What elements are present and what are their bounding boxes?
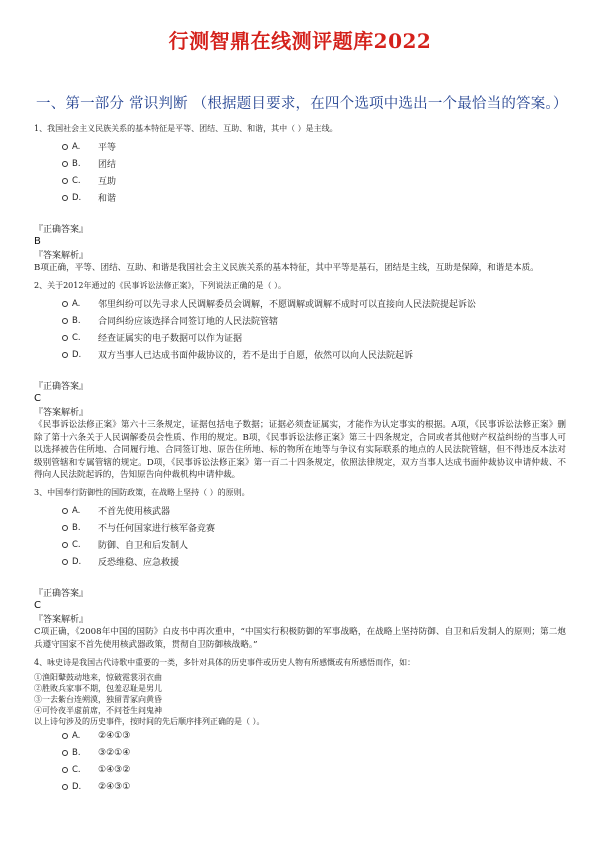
radio-icon[interactable]	[62, 144, 68, 150]
option-letter: D.	[72, 192, 82, 203]
option-letter: C.	[72, 175, 81, 186]
option-c[interactable]	[62, 536, 566, 553]
radio-icon[interactable]	[62, 301, 68, 307]
option-b[interactable]	[62, 312, 566, 329]
option-d[interactable]	[62, 778, 566, 795]
option-letter: C.	[72, 539, 81, 550]
question-3-stem: 3、中国奉行防御性的国防政策，在战略上坚持（ ）的原则。	[34, 488, 250, 498]
option-a[interactable]	[62, 295, 566, 312]
option-b[interactable]	[62, 744, 566, 761]
option-text: 互助	[98, 177, 117, 187]
option-letter: B.	[72, 158, 81, 169]
radio-icon[interactable]	[62, 525, 68, 531]
document-title: 行测智鼎在线测评题库2022	[168, 29, 432, 53]
answer-label: 『正确答案』	[34, 382, 89, 393]
option-text: ①④③②	[98, 764, 131, 775]
option-text: ②④①③	[98, 730, 131, 741]
option-text: 防御、自卫和后发制人	[98, 541, 189, 552]
option-a[interactable]	[62, 138, 566, 155]
option-text: 反恐维稳、应急救援	[98, 558, 180, 569]
option-letter: B.	[72, 315, 81, 326]
option-letter: A.	[72, 141, 81, 152]
explanation-label: 『答案解析』	[34, 615, 89, 626]
answer-value: C	[34, 600, 41, 612]
explanation-text: 《民事诉讼法修正案》第六十三条规定，证据包括电子数据；证据必须查证属实，才能作为认定事实的根据。A项，《民事诉讼法修正案》删除了第十六条关于人民调解委员会性质、作用的规定。B项，《民事诉讼法修正案》第三十四条规定，合同或者其他财产权益纠纷的当事人可以选择被告住所地、合同履行地、合同签订地、原告住所地、标的物所在地等与争议有实际联系的地点的人民法院管辖，但不得违反本法对级别管辖和专属管辖的规定。D项，《民事诉讼法修正案》第一百二十四条规定，依照法律规定，双方当事人达成书面仲裁协议申请仲裁、不得向人民法院起诉的，告知原告向仲裁机构申请仲裁。	[34, 420, 566, 481]
option-c[interactable]	[62, 329, 566, 346]
option-b[interactable]	[62, 155, 566, 172]
question-3-options	[62, 502, 566, 570]
answer-label: 『正确答案』	[34, 225, 89, 235]
radio-icon[interactable]	[62, 750, 68, 756]
radio-icon[interactable]	[62, 784, 68, 790]
option-text: 和谐	[98, 194, 117, 204]
radio-icon[interactable]	[62, 161, 68, 167]
poem-line: ①渔阳鼙鼓动地来，惊破霓裳羽衣曲	[34, 673, 162, 683]
radio-icon[interactable]	[62, 335, 68, 341]
option-c[interactable]	[62, 172, 566, 189]
option-letter: A.	[72, 730, 81, 741]
poem-line: ④可怜夜半虚前席，不问苍生问鬼神	[34, 706, 162, 716]
explanation-text: B项正确，平等、团结、互助、和谐是我国社会主义民族关系的基本特征，其中平等是基石，团结是主线，互助是保障，和谐是本质。	[34, 263, 539, 273]
option-letter: A.	[72, 298, 81, 309]
poem-lines	[34, 672, 566, 727]
answer-value: B	[34, 236, 41, 247]
option-c[interactable]	[62, 761, 566, 778]
option-text: 平等	[98, 143, 117, 153]
radio-icon[interactable]	[62, 195, 68, 201]
option-d[interactable]	[62, 189, 566, 206]
radio-icon[interactable]	[62, 542, 68, 548]
option-letter: C.	[72, 332, 81, 343]
radio-icon[interactable]	[62, 178, 68, 184]
option-text: 经查证属实的电子数据可以作为证据	[98, 334, 243, 345]
radio-icon[interactable]	[62, 767, 68, 773]
question-1-options	[62, 138, 566, 206]
option-a[interactable]	[62, 502, 566, 519]
question-1-stem: 1、我国社会主义民族关系的基本特征是平等、团结、互助、和谐，其中（ ）是主线。	[34, 124, 338, 133]
option-text: ③②①④	[98, 747, 131, 758]
option-text: 不与任何国家进行核军备竞赛	[98, 524, 216, 535]
option-letter: D.	[72, 349, 82, 360]
option-text: 团结	[98, 160, 117, 170]
explanation-label: 『答案解析』	[34, 251, 89, 261]
radio-icon[interactable]	[62, 733, 68, 739]
question-4-stem-tail: 以上诗句涉及的历史事件，按时间的先后顺序排列正确的是（ ）。	[34, 717, 265, 727]
question-2-options	[62, 295, 566, 363]
option-letter: D.	[72, 781, 82, 792]
option-text: 合同纠纷应该选择合同签订地的人民法院管辖	[98, 317, 279, 328]
option-a[interactable]	[62, 727, 566, 744]
option-d[interactable]	[62, 553, 566, 570]
radio-icon[interactable]	[62, 508, 68, 514]
option-letter: B.	[72, 747, 81, 758]
option-letter: C.	[72, 764, 81, 775]
section-heading: 一、第一部分 常识判断 （根据题目要求，在四个选项中选出一个最恰当的答案。）	[36, 96, 568, 112]
option-text: 邻里纠纷可以先寻求人民调解委员会调解，不愿调解或调解不成时可以直接向人民法院提起诉讼	[98, 300, 477, 311]
answer-value: C	[34, 393, 41, 405]
radio-icon[interactable]	[62, 318, 68, 324]
option-letter: B.	[72, 522, 81, 533]
explanation-label: 『答案解析』	[34, 408, 89, 419]
question-4-options	[62, 727, 566, 795]
explanation-text: C项正确，《2008年中国的国防》白皮书中再次重申，“中国实行积极防御的军事战略，在战略上坚持防御、自卫和后发制人的原则；第二炮兵遵守国家不首先使用核武器政策，贯彻自卫防御核战略。”	[34, 627, 566, 650]
question-4	[34, 657, 566, 795]
option-letter: A.	[72, 505, 81, 516]
option-letter: D.	[72, 556, 82, 567]
option-d[interactable]	[62, 346, 566, 363]
radio-icon[interactable]	[62, 559, 68, 565]
poem-line: ③一去紫台连朔漠，独留青冢向黄昏	[34, 695, 162, 705]
question-2	[34, 280, 566, 481]
question-3	[34, 487, 566, 651]
option-text: ②④③①	[98, 781, 131, 792]
answer-label: 『正确答案』	[34, 589, 89, 600]
radio-icon[interactable]	[62, 352, 68, 358]
question-4-stem: 4、咏史诗是我国古代诗歌中重要的一类，多针对具体的历史事件或历史人物有所感慨或有所感悟而作，如：	[34, 658, 416, 668]
question-1	[34, 123, 566, 274]
option-text: 双方当事人已达成书面仲裁协议的，若不是出于自愿，依然可以向人民法院起诉	[98, 351, 414, 362]
poem-line: ②胜败兵家事不期，包羞忍耻是男儿	[34, 684, 162, 694]
option-b[interactable]	[62, 519, 566, 536]
option-text: 不首先使用核武器	[98, 507, 171, 518]
question-2-stem: 2、关于2012年通过的《民事诉讼法修正案》，下列说法正确的是（ ）。	[34, 281, 286, 291]
